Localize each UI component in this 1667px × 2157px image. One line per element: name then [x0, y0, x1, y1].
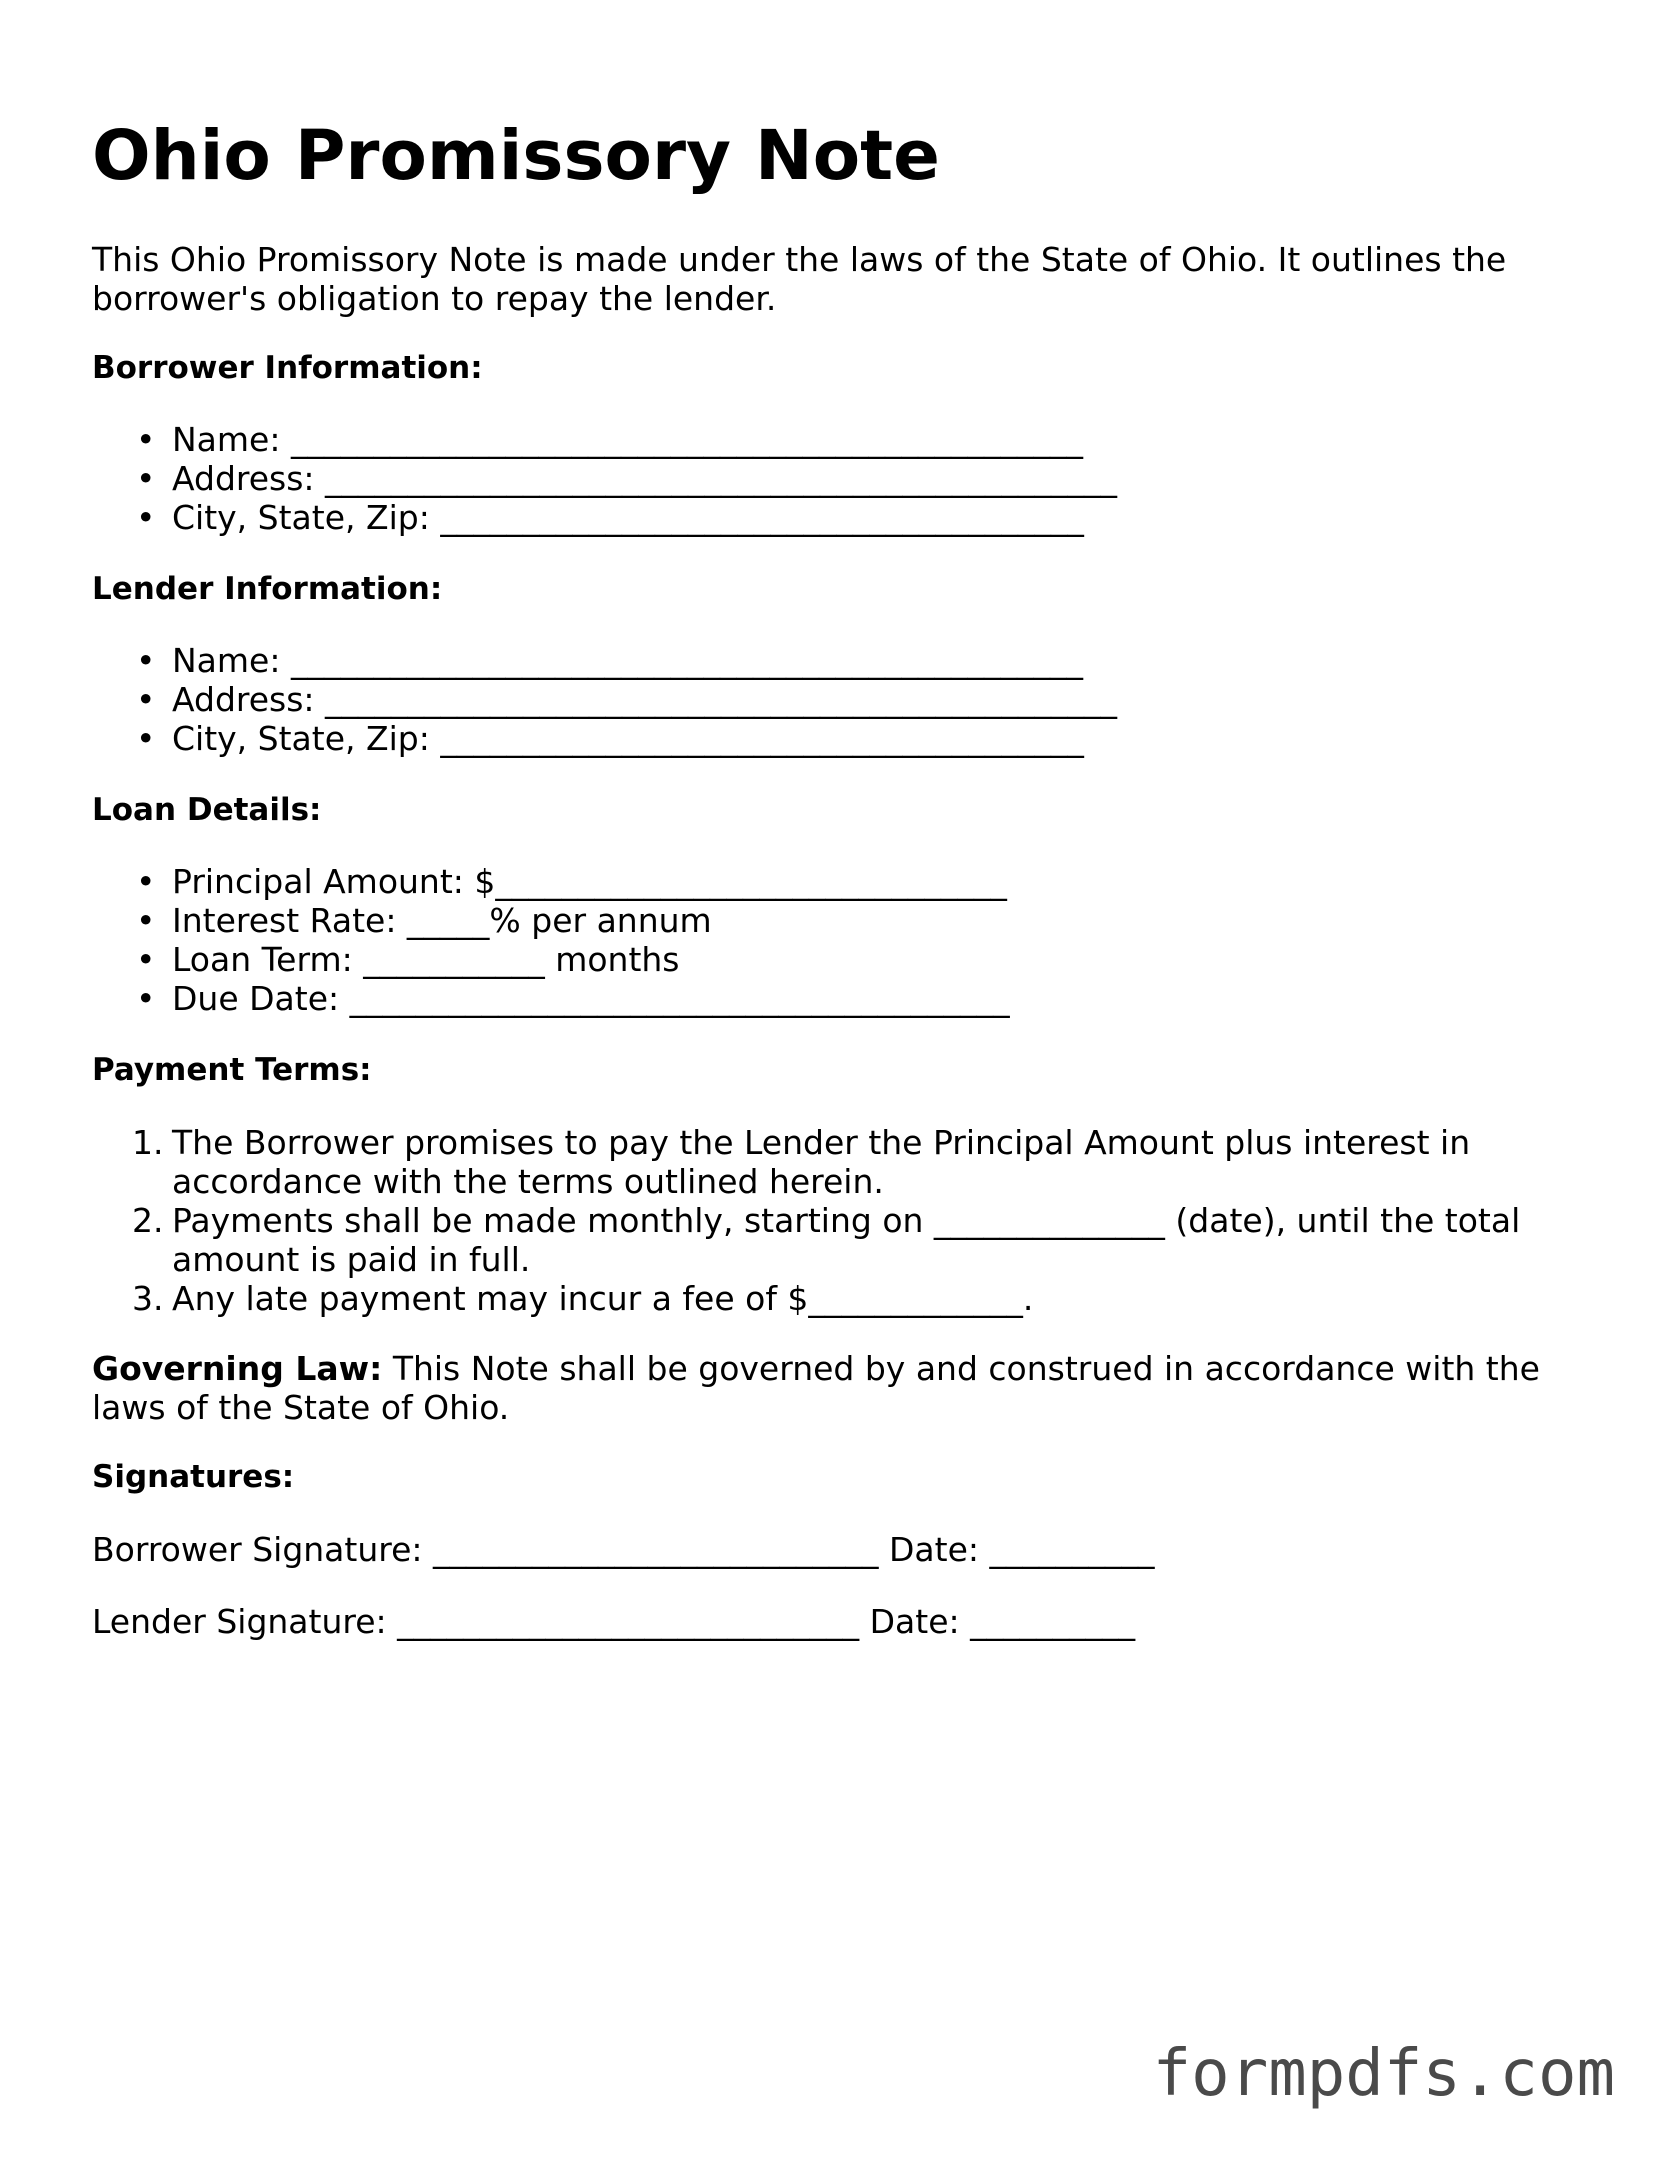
- payment-term-item[interactable]: [92, 1201, 1552, 1279]
- payment-term-item: [92, 1123, 1552, 1201]
- page-title: Ohio Promissory Note: [92, 116, 940, 196]
- intro-paragraph: This Ohio Promissory Note is made under the laws of the State of Ohio. It outlines the borrower's obligation to repay the lender.: [92, 240, 1507, 318]
- principal-amount-field[interactable]: • Principal Amount: $_______________________________: [92, 862, 1552, 901]
- payment-term-number: 3.: [132, 1279, 164, 1318]
- interest-rate-field[interactable]: • Interest Rate: _____% per annum: [92, 901, 1552, 940]
- borrower-name-field[interactable]: • Name: ________________________________________________: [92, 420, 1552, 459]
- borrower-heading: Borrower Information:: [92, 350, 483, 386]
- borrower-list: [92, 420, 1552, 537]
- borrower-address-field[interactable]: • Address: ________________________________________________: [92, 459, 1552, 498]
- payment-terms-list: [92, 1123, 1552, 1318]
- payment-term-number: 1.: [132, 1123, 164, 1162]
- governing-law-paragraph: [92, 1349, 1552, 1427]
- lender-city-state-zip-field[interactable]: • City, State, Zip: _______________________________________: [92, 719, 1552, 758]
- payment-term-item[interactable]: [92, 1279, 1552, 1318]
- signatures-heading: Signatures:: [92, 1459, 295, 1495]
- lender-heading: Lender Information:: [92, 571, 443, 607]
- governing-law-label: Governing Law:: [92, 1349, 383, 1388]
- loan-details-heading: Loan Details:: [92, 792, 322, 828]
- payment-terms-heading: Payment Terms:: [92, 1052, 372, 1088]
- loan-term-field[interactable]: • Loan Term: ___________ months: [92, 940, 1552, 979]
- lender-signature-line[interactable]: Lender Signature: ____________________________ Date: __________: [92, 1602, 1136, 1641]
- payment-term-number: 2.: [132, 1201, 164, 1240]
- lender-list: [92, 641, 1552, 758]
- governing-law-text: This Note shall be governed by and construed in accordance with the laws of the State of Ohio.: [92, 1349, 1540, 1427]
- loan-details-list: [92, 862, 1552, 1018]
- payment-term-text: The Borrower promises to pay the Lender the Principal Amount plus interest in accordance with the terms outlined herein.: [172, 1123, 1471, 1201]
- lender-name-field[interactable]: • Name: ________________________________________________: [92, 641, 1552, 680]
- borrower-city-state-zip-field[interactable]: • City, State, Zip: _______________________________________: [92, 498, 1552, 537]
- payment-term-text[interactable]: Payments shall be made monthly, starting on ______________ (date), until the total amount is paid in full.: [172, 1201, 1521, 1279]
- due-date-field[interactable]: • Due Date: ________________________________________: [92, 979, 1552, 1018]
- payment-term-text[interactable]: Any late payment may incur a fee of $_____________.: [172, 1279, 1034, 1318]
- borrower-signature-line[interactable]: Borrower Signature: ___________________________ Date: __________: [92, 1530, 1155, 1569]
- lender-address-field[interactable]: • Address: ________________________________________________: [92, 680, 1552, 719]
- watermark-text: formpdfs.com: [1152, 2037, 1615, 2111]
